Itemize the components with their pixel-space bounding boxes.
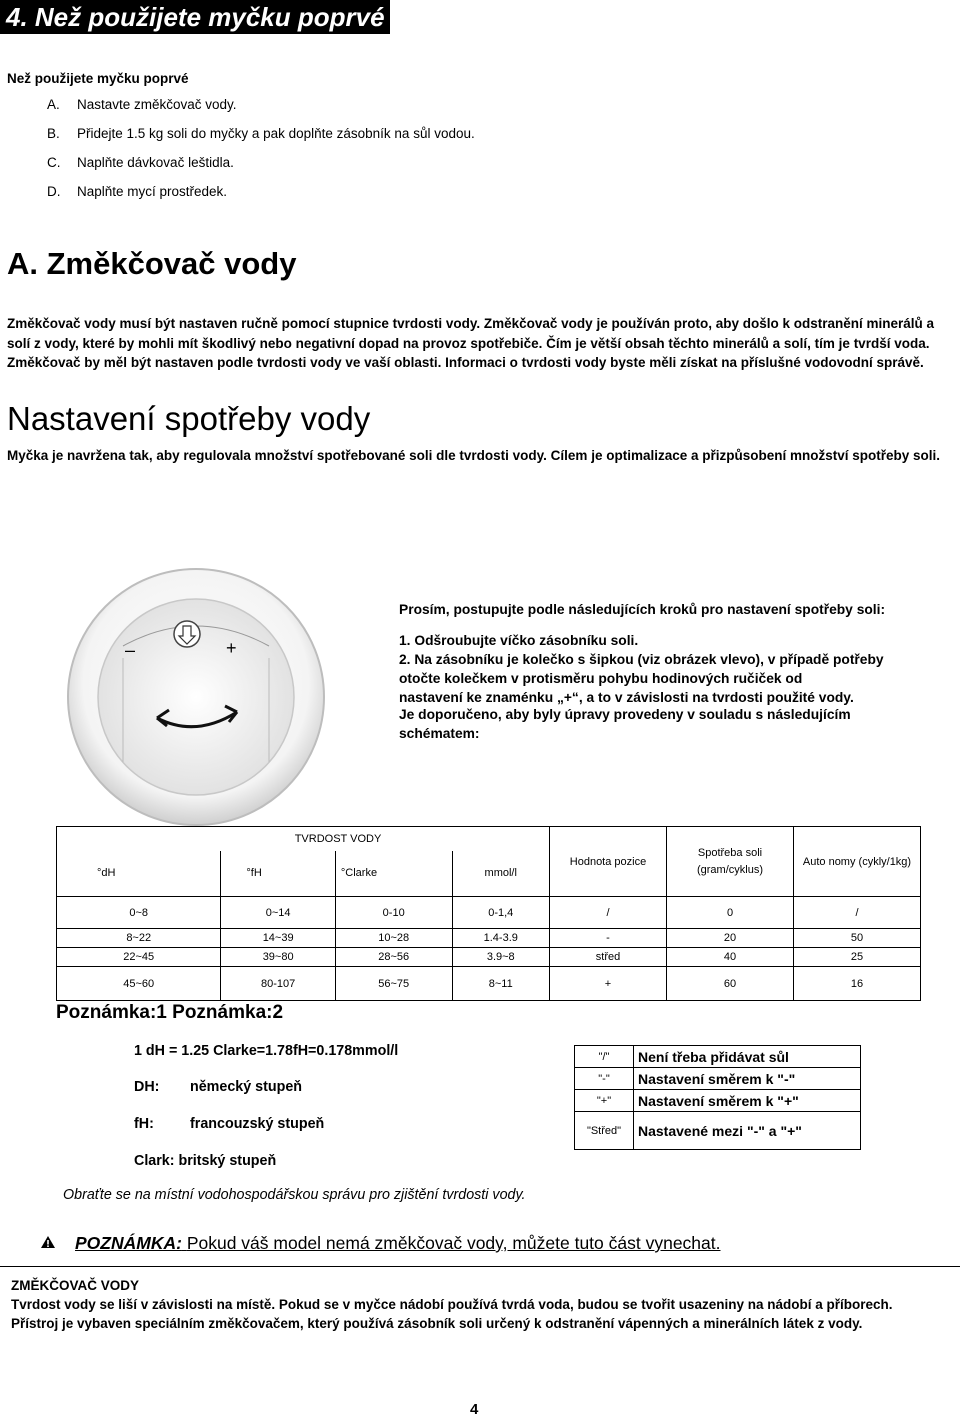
recommendation-a: Je doporučeno, aby byly úpravy provedeny v souladu s následujícím xyxy=(399,707,851,722)
softener-dial-illustration xyxy=(65,566,327,828)
conversion-formula: 1 dH = 1.25 Clarke=1.78fH=0.178mmol/l xyxy=(134,1043,399,1059)
table-header: Hodnota pozice xyxy=(550,827,667,897)
step-a: A. Nastavte změkčovač vody. xyxy=(47,97,237,112)
table-header: °dH xyxy=(57,851,221,897)
table-row: 22~45 39~80 28~56 3.9~8 střed 40 25 xyxy=(57,948,921,967)
instruction-step-2c: nastavení ke znaménku „+“, a to v závislosti na tvrdosti použité vody. xyxy=(399,690,854,705)
recommendation-b: schématem: xyxy=(399,726,480,741)
table-header: Auto nomy (cykly/1kg) xyxy=(794,827,921,897)
warning-note: POZNÁMKA: Pokud váš model nemá změkčovač vody, můžete tuto část vynechat. xyxy=(75,1233,721,1253)
instructions-heading: Prosím, postupujte podle následujících kroků pro nastavení spotřeby soli: xyxy=(399,602,886,617)
instruction-step-2a: 2. Na zásobníku je kolečko s šipkou (viz obrázek vlevo), v případě potřeby xyxy=(399,652,884,667)
definition-clark: Clark: britský stupeň xyxy=(134,1153,277,1169)
table-header: °Clarke xyxy=(335,851,452,897)
table-group-header: TVRDOST VODY xyxy=(57,827,550,851)
definition-dh: DH: německý stupeň xyxy=(134,1079,303,1095)
table-header: °fH xyxy=(221,851,335,897)
legend-row: "-" Nastavení směrem k "-" xyxy=(575,1068,861,1090)
step-c: C. Naplňte dávkovač leštidla. xyxy=(47,155,234,170)
table-header: mmol/l xyxy=(452,851,550,897)
intro-title: Než použijete myčku poprvé xyxy=(7,71,189,86)
step-d: D. Naplňte mycí prostředek. xyxy=(47,184,228,199)
instruction-step-1: 1. Odšroubujte víčko zásobníku soli. xyxy=(399,633,639,648)
dial-plus-label: + xyxy=(226,638,237,658)
contact-note: Obraťte se na místní vodohospodářskou správu pro zjištění tvrdosti vody. xyxy=(63,1187,526,1203)
bottom-paragraph-1: Tvrdost vody se liší v závislosti na místě. Pokud se v myčce nádobí používá tvrdá voda, budou se tvořit usazeniny na nádobí a příborech. xyxy=(11,1297,893,1312)
consumption-title: Nastavení spotřeby vody xyxy=(7,400,371,437)
bottom-section xyxy=(11,1276,911,1333)
water-hardness-table xyxy=(56,826,921,1001)
instruction-step-2b: otočte kolečkem v protisměru pohybu hodinových ručiček od xyxy=(399,671,803,686)
table-row: 8~22 14~39 10~28 1.4-3.9 - 20 50 xyxy=(57,929,921,948)
legend-table xyxy=(574,1045,861,1150)
bottom-paragraph-2: Přístroj je vybaven speciálním změkčovačem, který používá zásobník soli určený k odstranění vápenných a minerálních látek z vody. xyxy=(11,1316,863,1331)
legend-row: "/" Není třeba přidávat sůl xyxy=(575,1046,861,1068)
section-a-title: A. Změkčovač vody xyxy=(7,246,297,281)
table-row: 45~60 80-107 56~75 8~11 + 60 16 xyxy=(57,967,921,1001)
steps-list xyxy=(47,97,475,213)
table-row: 0~8 0~14 0-10 0-1,4 / 0 / xyxy=(57,897,921,929)
step-b: B. Přidejte 1.5 kg soli do myčky a pak doplňte zásobník na sůl vodou. xyxy=(47,126,475,141)
table-header: Spotřeba soli (gram/cyklus) xyxy=(667,827,794,897)
legend-row: "+" Nastavení směrem k "+" xyxy=(575,1090,861,1112)
legend-row: "Střed" Nastavené mezi "-" a "+" xyxy=(575,1112,861,1150)
page-number: 4 xyxy=(470,1401,479,1418)
dial-minus-label: – xyxy=(125,640,136,660)
bottom-title: ZMĚKČOVAČ VODY xyxy=(11,1278,140,1293)
chapter-title: 4. Než použijete myčku poprvé xyxy=(0,0,390,34)
section-a-text: Změkčovač vody musí být nastaven ručně pomocí stupnice tvrdosti vody. Změkčovač vody je používán proto, aby došlo k odstranění minerálů a solí z vody, které by mohli mít škodlivý nebo negativní dopad na provoz spotřebiče. Čím je větší obsah těchto minerálů a solí, tím je tvrdší voda. Změkčovač by měl být nastaven podle tvrdosti vody ve vaší oblasti. Informaci o tvrdosti vody byste měli získat na příslušné vodovodní správě. xyxy=(7,316,934,370)
definition-fh: fH: francouzský stupeň xyxy=(134,1116,325,1132)
consumption-text: Myčka je navržena tak, aby regulovala množství spotřebované soli dle tvrdosti vody. Cílem je optimalizace a přizpůsobení množství spotřeby soli. xyxy=(7,448,941,463)
notes-heading: Poznámka:1 Poznámka:2 xyxy=(56,1002,284,1023)
warning-icon xyxy=(40,1235,56,1249)
